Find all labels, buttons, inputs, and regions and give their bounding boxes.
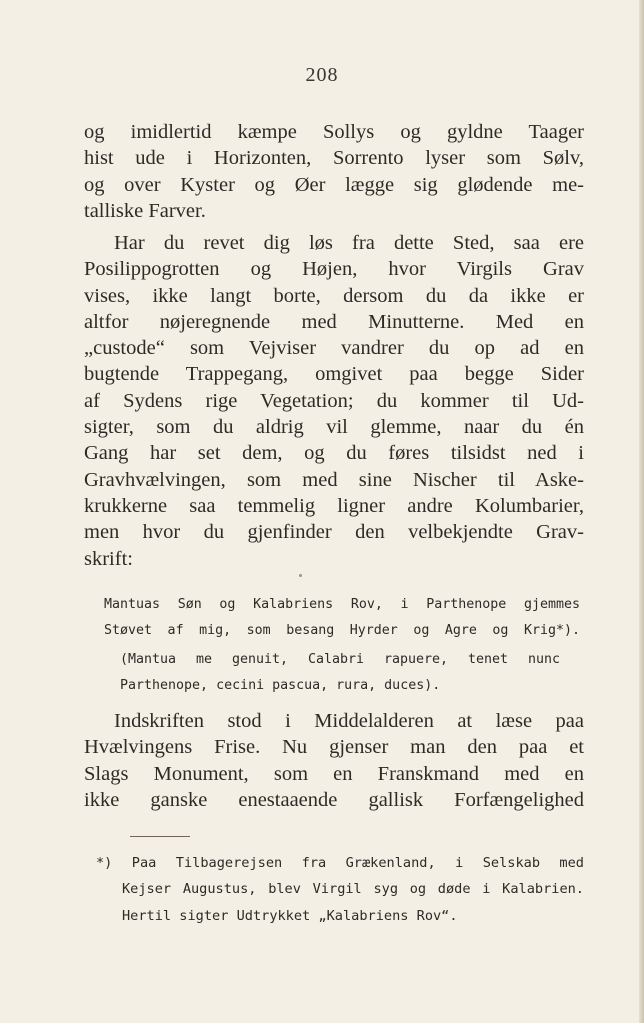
text-line: hist ude i Horizonten, Sorrento lyser som Sølv, (84, 147, 584, 170)
footnote-line: Kejser Augustus, blev Virgil syg og døde i Kalabrien. (122, 881, 584, 898)
inscription-latin (120, 649, 560, 702)
text-line: Gravhvælvingen, som med sine Nischer til Aske- (84, 468, 584, 491)
text-line: vises, ikke langt borte, dersom du da ikke er (84, 284, 584, 307)
text-line: bugtende Trappegang, omgivet paa begge Sider (84, 363, 584, 386)
text-line: altfor nøjeregnende med Minutterne. Med en (84, 310, 584, 333)
inscription-danish (104, 594, 580, 647)
text-line: „custode“ som Vejviser vandrer du op ad en (84, 337, 584, 360)
footnote-divider (130, 836, 190, 837)
footnote-line: *) Paa Tilbagerejsen fra Grækenland, i Selskab med (96, 855, 584, 871)
text-line: Posilippogrotten og Højen, hvor Virgils Grav (84, 258, 584, 281)
text-line: Indskriften stod i Middelalderen at læse paa (114, 710, 584, 732)
text-line: af Sydens rige Vegetation; du kommer til Ud- (84, 389, 584, 412)
inscription-line: Støvet af mig, som besang Hyrder og Agre og Krig*). (104, 623, 580, 639)
text-line: og over Kyster og Øer lægge sig glødende me- (84, 173, 584, 196)
text-line: talliske Farver. (84, 199, 206, 222)
paragraph-1 (84, 119, 584, 224)
paragraph-3 (84, 708, 584, 813)
page-edge (639, 0, 644, 1023)
inscription-line: Mantuas Søn og Kalabriens Rov, i Parthenope gjemmes (104, 597, 580, 612)
page-number: 208 (305, 64, 339, 86)
text-line: men hvor du gjenfinder den velbekjendte Grav- (84, 521, 584, 544)
footnote-line: Hertil sigter Udtrykket „Kalabriens Rov“. (122, 907, 458, 924)
text-line: Slags Monument, som en Franskmand med en (84, 762, 584, 785)
text-line: Hvælvingens Frise. Nu gjenser man den paa et (84, 736, 584, 759)
text-line: skrift: (84, 547, 133, 570)
footnote (96, 853, 584, 932)
text-line: ikke ganske enestaaende gallisk Forfængelighed (84, 788, 584, 811)
inscription-line: (Mantua me genuit, Calabri rapuere, tenet nunc (120, 652, 560, 667)
text-line: Har du revet dig løs fra dette Sted, saa ere (114, 232, 584, 254)
text-line: krukkerne saa temmelig ligner andre Kolumbarier, (84, 494, 584, 517)
inscription-line: Parthenope, cecini pascua, rura, duces). (120, 678, 441, 694)
paragraph-2 (84, 230, 584, 572)
text-line: sigter, som du aldrig vil glemme, naar du én (84, 416, 584, 439)
text-line: Gang har set dem, og du føres tilsidst ned i (84, 442, 584, 465)
ink-speck (299, 574, 302, 577)
text-line: og imidlertid kæmpe Sollys og gyldne Taager (84, 121, 584, 143)
